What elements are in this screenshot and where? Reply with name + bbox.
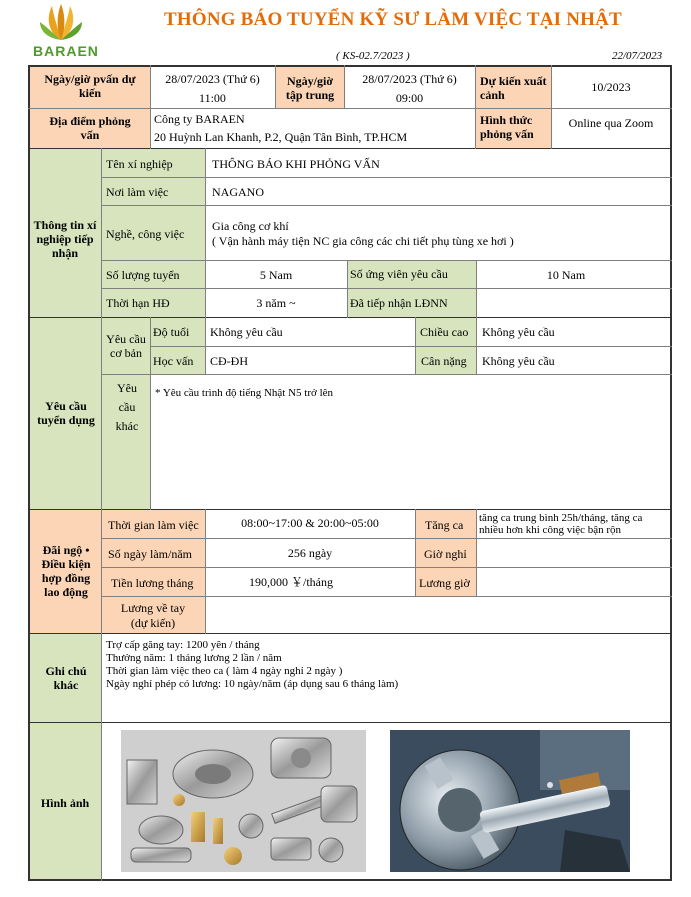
benefits-section-label: Đãi ngộ • Điều kiện hợp đồng lao động (41, 543, 91, 599)
work-hours-label: Thời gian làm việc (108, 518, 199, 532)
company-section-label: Thông tin xí nghiệp tiếp nhận (33, 218, 97, 260)
job-value-2: ( Vận hành máy tiện NC gia công các chi tiết phụ tùng xe hơi ) (212, 234, 514, 248)
page-title: THÔNG BÁO TUYỂN KỸ SƯ LÀM VIỆC TẠI NHẬT (164, 9, 622, 30)
images-section-label: Hình ảnh (40, 796, 90, 810)
workplace-value: NAGANO (212, 185, 264, 199)
company-logo (38, 2, 84, 42)
term-label: Thời hạn HĐ (106, 296, 170, 310)
work-days-value: 256 ngày (287, 546, 333, 560)
notes-section-label: Ghi chú khác (45, 664, 87, 692)
gather-time-value: 09:00 (395, 91, 424, 105)
interview-time-value: 11:00 (199, 91, 226, 105)
monthly-salary-value: 190,000 ￥/tháng (249, 575, 333, 589)
interview-form-value: Online qua Zoom (568, 116, 654, 130)
work-days-label: Số ngày làm/năm (108, 547, 192, 561)
job-label: Nghề, công việc (106, 227, 185, 241)
other-requirements-label: Yêu cầu khác (115, 381, 139, 433)
work-hours-value: 08:00~17:00 & 20:00~05:00 (241, 516, 379, 530)
notes-line-4: Ngày nghỉ phép có lương: 10 ngày/năm (áp dụng sau 6 tháng làm) (106, 678, 399, 690)
term-value: 3 năm ~ (256, 296, 296, 310)
interview-date-value: 28/07/2023 (Thứ 6) (165, 72, 260, 86)
notes-line-3: Thời gian làm việc theo ca ( làm 4 ngày nghỉ 2 ngày ) (106, 665, 343, 677)
quantity-label: Số lượng tuyển (106, 268, 180, 282)
interview-place-company: Công ty BARAEN (154, 112, 245, 126)
company-name-value: THÔNG BÁO KHI PHỎNG VẤN (212, 157, 380, 171)
other-requirements-value: * Yêu cầu trình độ tiếng Nhật N5 trở lên (155, 387, 334, 399)
break-time-label: Giờ nghỉ (424, 547, 467, 561)
job-value-1: Gia công cơ khí (212, 219, 289, 233)
gather-date-value: 28/07/2023 (Thứ 6) (362, 72, 457, 86)
monthly-salary-label: Tiền lương tháng (111, 576, 194, 590)
logo-text: BARAEN (33, 43, 99, 59)
hourly-wage-label: Lương giờ (419, 576, 470, 590)
education-label: Học vấn (153, 354, 194, 368)
age-value: Không yêu cầu (210, 325, 283, 339)
overtime-label: Tăng ca (425, 518, 464, 532)
net-salary-label: Lương về tay (dự kiến) (120, 601, 186, 630)
cnc-lathe-photo (390, 730, 630, 872)
education-value: CĐ-ĐH (210, 354, 248, 368)
gather-date-label: Ngày/giờ tập trung (285, 74, 335, 102)
interview-place-label: Địa điểm phỏng vấn (49, 114, 131, 142)
notes-line-2: Thưởng năm: 1 tháng lương 2 lần / năm (106, 652, 282, 664)
weight-value: Không yêu cầu (482, 354, 555, 368)
document-date: 22/07/2023 (612, 50, 663, 62)
ldnn-label: Đã tiếp nhận LĐNN (350, 296, 448, 310)
notes-line-1: Trợ cấp găng tay: 1200 yên / tháng (106, 639, 260, 651)
height-value: Không yêu cầu (482, 325, 555, 339)
interview-form-label: Hình thức phỏng vấn (480, 113, 534, 141)
requirements-section-label: Yêu cầu tuyển dụng (37, 399, 95, 427)
weight-label: Cân nặng (421, 354, 467, 368)
document-code: ( KS-02.7/2023 ) (336, 50, 410, 62)
age-label: Độ tuổi (153, 325, 190, 339)
candidates-value: 10 Nam (546, 268, 586, 282)
interview-date-label: Ngày/giờ pvấn dự kiến (44, 72, 136, 100)
exit-value: 10/2023 (591, 80, 631, 94)
company-name-label: Tên xí nghiệp (106, 157, 173, 171)
overtime-value: tăng ca trung bình 25h/tháng, tăng ca nhiều hơn khi công việc bận rộn (479, 512, 643, 536)
quantity-value: 5 Nam (259, 268, 293, 282)
exit-label: Dự kiến xuất cảnh (480, 74, 547, 102)
workplace-label: Nơi làm việc (106, 185, 169, 199)
candidates-label: Số ứng viên yêu cầu (350, 267, 448, 281)
basic-requirements-label: Yêu cầu cơ bản (106, 332, 146, 360)
height-label: Chiều cao (420, 325, 469, 339)
interview-place-address: 20 Huỳnh Lan Khanh, P.2, Quận Tân Bình, TP.HCM (154, 130, 408, 144)
mechanical-parts-photo (121, 730, 366, 872)
